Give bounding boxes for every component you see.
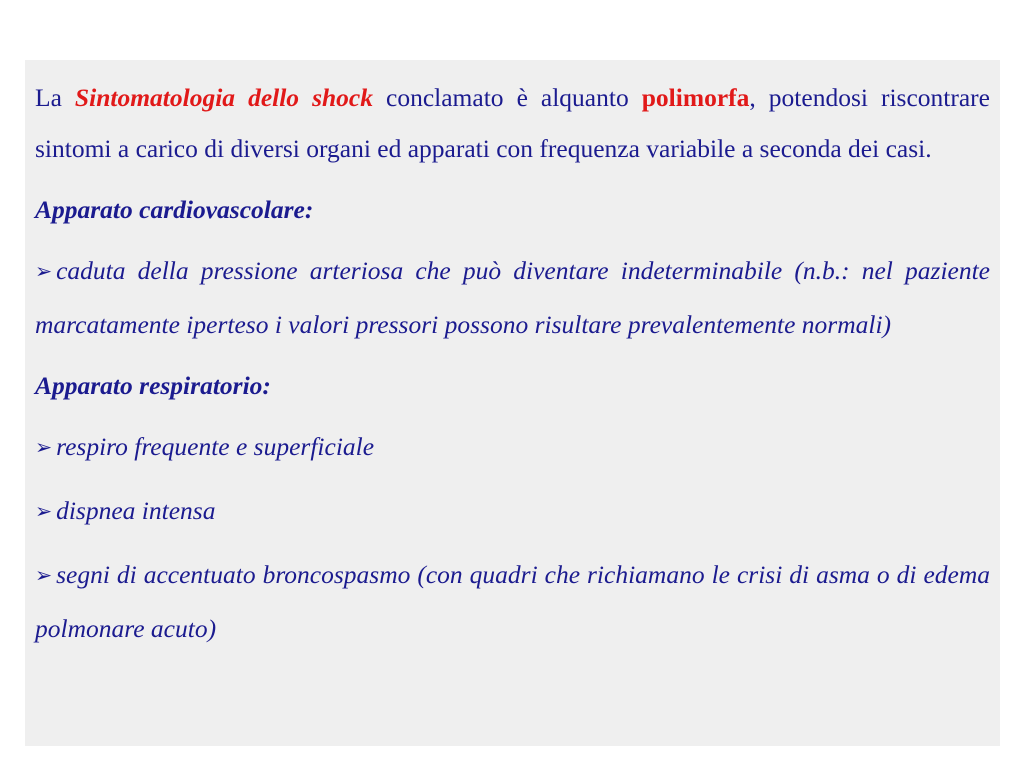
bullet-item	[35, 549, 990, 654]
arrow-right-icon: ➢	[35, 261, 53, 283]
section-heading-cardiovascolare: Apparato cardiovascolare:	[35, 195, 314, 224]
intro-text-2: conclamato è alquanto	[373, 83, 642, 112]
arrow-right-icon: ➢	[35, 501, 53, 523]
bullet-text: dispnea intensa	[56, 496, 216, 525]
emphasis-sintomatologia: Sintomatologia dello shock	[74, 83, 373, 112]
intro-text-3: , potendosi riscontrare sintomi a carico di diversi organi ed apparati con frequenza variabile a seconda dei casi.	[35, 83, 990, 163]
bullet-item	[35, 421, 990, 475]
intro-paragraph	[35, 72, 990, 174]
emphasis-polimorfa: polimorfa	[641, 83, 750, 112]
bullet-text: respiro frequente e superficiale	[56, 432, 375, 461]
bullet-item	[35, 485, 990, 539]
arrow-right-icon: ➢	[35, 437, 53, 459]
arrow-right-icon: ➢	[35, 565, 53, 587]
intro-text-1: La	[35, 83, 75, 112]
bullet-item	[35, 245, 990, 350]
section-heading-respiratorio: Apparato respiratorio:	[35, 371, 271, 400]
content-box	[25, 60, 1000, 746]
bullet-text: caduta della pressione arteriosa che può diventare indeterminabile (n.b.: nel paziente marcatamente iperteso i valori pressori possono risultare prevalentemente normali)	[35, 256, 990, 339]
bullet-text: segni di accentuato broncospasmo (con quadri che richiamano le crisi di asma o di edema polmonare acuto)	[35, 560, 990, 643]
